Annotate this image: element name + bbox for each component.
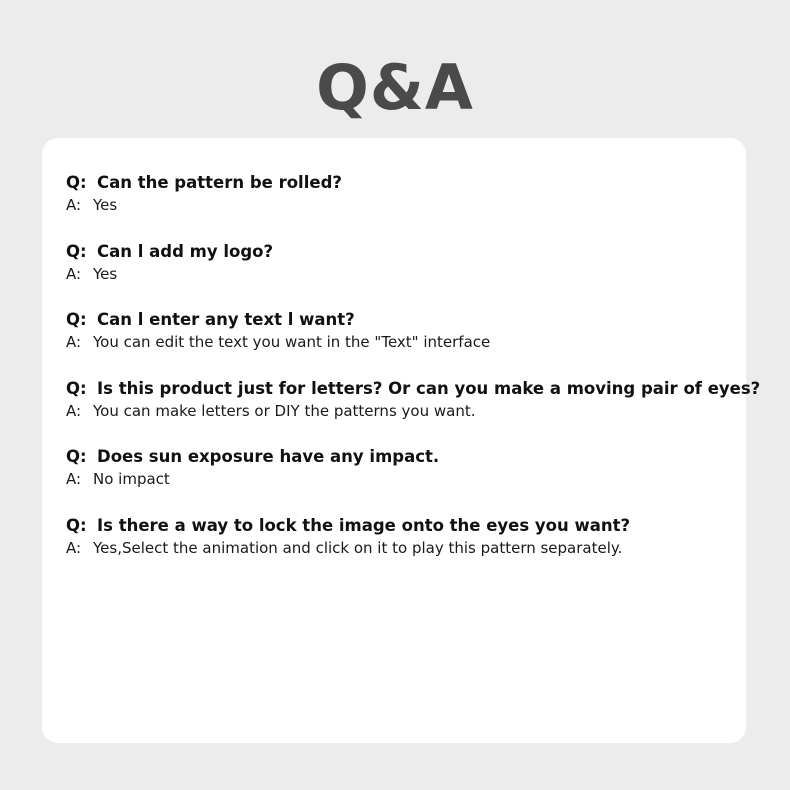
question (66, 309, 736, 331)
answer-prefix: A: (66, 538, 82, 557)
answer-text: You can make letters or DIY the patterns you want. (93, 401, 476, 420)
answer (66, 194, 736, 216)
answer-prefix: A: (66, 333, 82, 352)
page-title: Q&A (316, 51, 474, 124)
question-text: Can l enter any text l want? (97, 310, 355, 330)
question-prefix: Q: (66, 515, 87, 535)
answer-prefix: A: (66, 196, 82, 214)
answer-text: Yes (93, 264, 118, 283)
question-prefix: Q: (66, 173, 87, 192)
question-prefix: Q: (66, 241, 87, 261)
answer-text: No impact (93, 470, 170, 489)
answer-prefix: A: (66, 401, 82, 420)
question (66, 241, 736, 263)
answer-prefix: A: (66, 470, 82, 489)
question (66, 446, 736, 468)
answer-text: Yes (93, 196, 118, 214)
answer-text: Yes,Select the animation and click on it to play this pattern separately. (93, 538, 623, 557)
question-prefix: Q: (66, 378, 87, 398)
question (66, 378, 761, 400)
question-prefix: Q: (66, 310, 87, 330)
qa-card (42, 138, 761, 743)
answer (66, 537, 736, 559)
question (66, 515, 736, 537)
qa-item (66, 446, 736, 515)
question-text: Is this product just for letters? Or can you make a moving pair of eyes? (97, 378, 761, 398)
qa-item (66, 309, 736, 378)
question (66, 172, 736, 194)
qa-item (66, 515, 736, 584)
question-text: Can l add my logo? (97, 241, 274, 261)
answer-text: You can edit the text you want in the "Text" interface (93, 333, 491, 352)
answer-prefix: A: (66, 264, 82, 283)
qa-item (66, 378, 761, 447)
answer (66, 400, 736, 422)
question-text: Does sun exposure have any impact. (97, 447, 440, 467)
answer (66, 263, 736, 285)
qa-item (66, 172, 736, 241)
qa-item (66, 241, 736, 310)
answer (66, 331, 736, 353)
question-prefix: Q: (66, 447, 87, 467)
answer (66, 468, 736, 490)
question-text: Can the pattern be rolled? (97, 173, 342, 192)
question-text: Is there a way to lock the image onto the eyes you want? (97, 515, 631, 535)
qa-list (66, 172, 761, 584)
